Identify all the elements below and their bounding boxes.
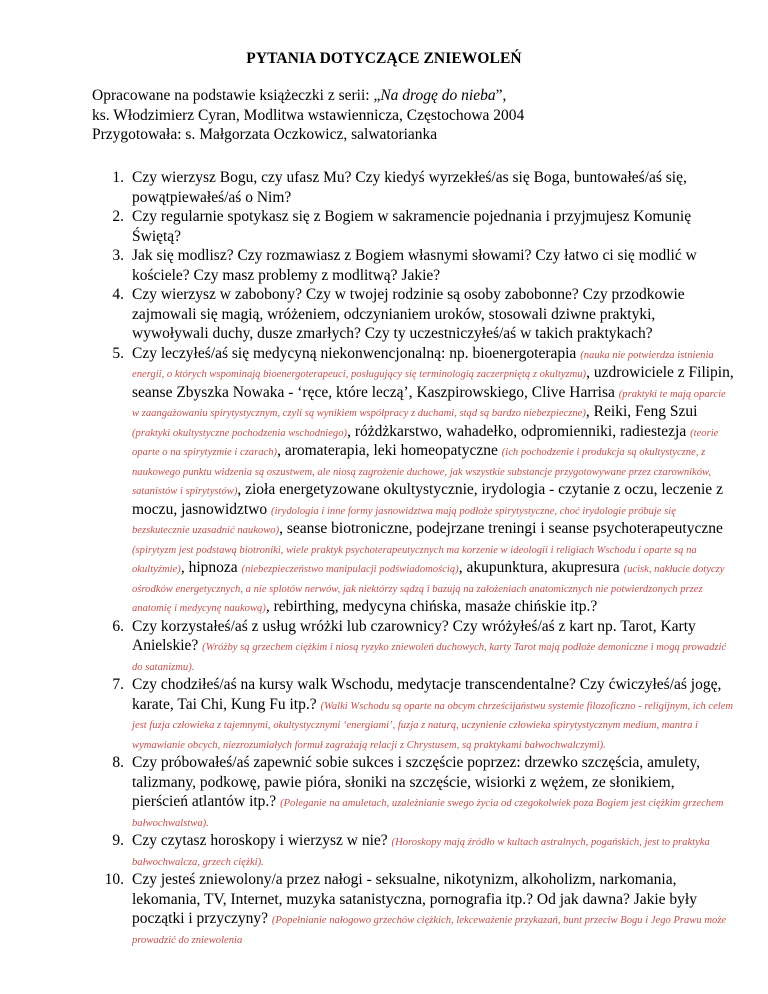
document-title: PYTANIA DOTYCZĄCE ZNIEWOLEŃ <box>246 50 522 67</box>
commentary-note: (niebezpieczeństwo manipulacji podświadomością) <box>241 564 459 575</box>
question-text: , różdżkarstwo, wahadełko, odpromienniki, radiestezja <box>347 422 691 440</box>
commentary-note: (teorie oparte o na spirytyzmie i czarach) <box>132 427 719 458</box>
question-text: , uzdrowiciele z Filipin, seanse Zbyszka Nowaka - ‘ręce, które leczą’, Kaszpirowskiego, Clive Harrisa <box>132 364 734 401</box>
question-text: Czy korzystałeś/aś z usług wróżki lub czarownicy? Czy wróżyłeś/aś z kart np. Tarot, Karty Anielskie? <box>132 617 696 654</box>
question-item <box>112 675 734 753</box>
commentary-note: (ich pochodzenie i produkcja są okultystyczne, z naukowego punktu widzenia są oszustwem, ale niosą zagrożenie duchowe, jak wszystkie substancje przygotowywane przez czarowników, satanistów i spirytystów) <box>132 447 711 497</box>
question-number: 7. <box>112 676 124 693</box>
commentary-note: (Popełnianie nałogowo grzechów ciężkich, lekceważenie przykazań, bunt przeciw Bogu i Jego Prawu może prowadzić do zniewolenia <box>132 915 727 946</box>
question-item <box>112 831 734 870</box>
question-text: , hipnoza <box>180 559 242 576</box>
question-text: Czy regularnie spotykasz się z Bogiem w sakramencie pojednania i przyjmujesz Komunię Świętą? <box>132 208 692 245</box>
question-item <box>112 246 734 285</box>
question-item <box>112 207 734 246</box>
question-item <box>112 753 734 831</box>
commentary-note: (Walki Wschodu są oparte na obcym chrześcijaństwu systemie filozoficzno - religijnym, ich celem jest fuzja człowieka z tajemnymi, okultystycznymi ‘energiami’, fuzja z naturą, uczynienie człowieka spirytystycznym medium, mantra i wymawianie obcych, niezrozumiałych formuł zagrażają relacji z Chrystusem, są praktykami bałwochwalczymi). <box>132 700 734 751</box>
commentary-note: (Wróżby są grzechem ciężkim i niosą ryzyko zniewoleń duchowych, karty Tarot mają podłoże demoniczne i mogą prowadzić do satanizmu). <box>132 642 727 673</box>
question-text: , Reiki, Feng Szui <box>585 403 698 420</box>
commentary-note: (Horoskopy mają źródło w kultach astralnych, pogańskich, jest to praktyka bałwochwalcza, grzech ciężki). <box>132 837 710 868</box>
intro-source-suffix: ”, <box>495 87 507 104</box>
question-text: , seanse biotroniczne, podejrzane treningi i seanse psychoterapeutyczne <box>279 520 723 537</box>
intro-source-prefix: Opracowane na podstawie książeczki z serii: „ <box>92 87 381 104</box>
series-title: Na drogę do nieba <box>380 87 496 104</box>
intro-block <box>92 86 712 145</box>
question-number: 4. <box>112 286 124 303</box>
commentary-note: (praktyki te mają oparcie w zaangażowaniu spirytystycznym, czyli są wynikiem współpracy z duchami, stąd są bardzo niebezpieczne) <box>132 388 726 419</box>
question-number: 1. <box>112 169 124 186</box>
question-text: , zioła energetyzowane okultystycznie, irydologia - czytanie z oczu, leczenie z moczu, jasnowidztwo <box>132 481 723 518</box>
question-number: 9. <box>112 832 124 849</box>
question-number: 5. <box>112 344 124 362</box>
question-number: 8. <box>112 754 124 771</box>
question-item <box>112 285 734 344</box>
question-text: Czy leczyłeś/aś się medycyną niekonwencjonalną: np. bioenergoterapia <box>132 344 581 362</box>
question-text: , aromaterapia, leki homeopatyczne <box>277 442 502 459</box>
commentary-note: (ucisk, nakłucie dotyczy ośrodków energetycznych, a nie splotów nerwów, jak niektórzy sądzą i bazują na założeniach anatomicznych nie potwierdzonych przez anatomię i medycynę naukową) <box>132 564 725 614</box>
intro-line-source <box>92 86 712 106</box>
question-item <box>112 168 734 207</box>
question-text: Czy próbowałeś/aś zapewnić sobie sukces i szczęście poprzez: drzewko szczęścia, amulety, talizmany, podkowę, pawie pióra, słoniki na szczęście, wisiorki z wężem, ze słonikiem, pierścień atlantów itp.? <box>132 754 700 810</box>
questions-list <box>92 168 734 948</box>
question-text: , rebirthing, medycyna chińska, masaże chińskie itp.? <box>265 598 598 615</box>
intro-line-prepared-by: Przygotowała: s. Małgorzata Oczkowicz, salwatorianka <box>92 126 438 144</box>
question-text: Jak się modlisz? Czy rozmawiasz z Bogiem własnymi słowami? Czy łatwo ci się modlić w kościele? Czy masz problemy z modlitwą? Jakie? <box>132 247 697 284</box>
commentary-note: (nauka nie potwierdza istnienia energii, o których wspominają bioenergoterapeuci, posługujący się terminologią zaczerpniętą z okultyzmu) <box>132 349 714 380</box>
intro-line-author: ks. Włodzimierz Cyran, Modlitwa wstawiennicza, Częstochowa 2004 <box>92 106 525 124</box>
commentary-note: (praktyki okultystyczne pochodzenia wschodniego) <box>132 427 348 439</box>
question-item <box>112 344 734 617</box>
commentary-note: (irydologia i inne formy jasnowidztwa mają podłoże spirytystyczne, choć irydologie próbuje się bezskutecznie uzasadnić naukowo) <box>132 505 676 536</box>
question-text: Czy wierzysz w zabobony? Czy w twojej rodzinie są osoby zabobonne? Czy przodkowie zajmowali się magią, wróżeniem, odczynianiem uroków, stosowali dziwne praktyki, wywoływali duchy, dusze zmarłych? Czy ty uczestniczyłeś/aś w takich praktykach? <box>132 286 685 342</box>
commentary-note: (Poleganie na amuletach, uzależnianie swego życia od czegokolwiek poza Bogiem jest ciężkim grzechem bałwochwalstwa). <box>132 798 724 829</box>
question-item <box>112 617 734 676</box>
question-number: 6. <box>112 617 124 635</box>
question-item <box>104 870 734 948</box>
commentary-note: (spirytyzm jest podstawą biotroniki, wiele praktyk psychoterapeutycznych ma korzenie w ideologii i religiach Wschodu i oparte są na okultyźmie) <box>132 544 697 575</box>
question-text: Czy czytasz horoskopy i wierzysz w nie? <box>132 832 392 849</box>
question-number: 3. <box>112 247 124 264</box>
question-text: Czy chodziłeś/aś na kursy walk Wschodu, medytacje transcendentalne? Czy ćwiczyłeś/aś jogę, karate, Tai Chi, Kung Fu itp.? <box>132 676 722 713</box>
question-text: Czy wierzysz Bogu, czy ufasz Mu? Czy kiedyś wyrzekłeś/as się Boga, buntowałeś/aś się, powątpiewałeś/aś o Nim? <box>132 169 687 206</box>
question-number: 2. <box>112 208 124 225</box>
question-text: Czy jesteś zniewolony/a przez nałogi - seksualne, nikotynizm, alkoholizm, narkomania, lekomania, TV, Internet, muzyka satanistyczna, pornografia itp.? Od jak dawna? Jakie były początki i przyczyny? <box>132 871 697 927</box>
question-number: 10. <box>104 871 124 888</box>
question-text: , akupunktura, akupresura <box>458 559 624 576</box>
